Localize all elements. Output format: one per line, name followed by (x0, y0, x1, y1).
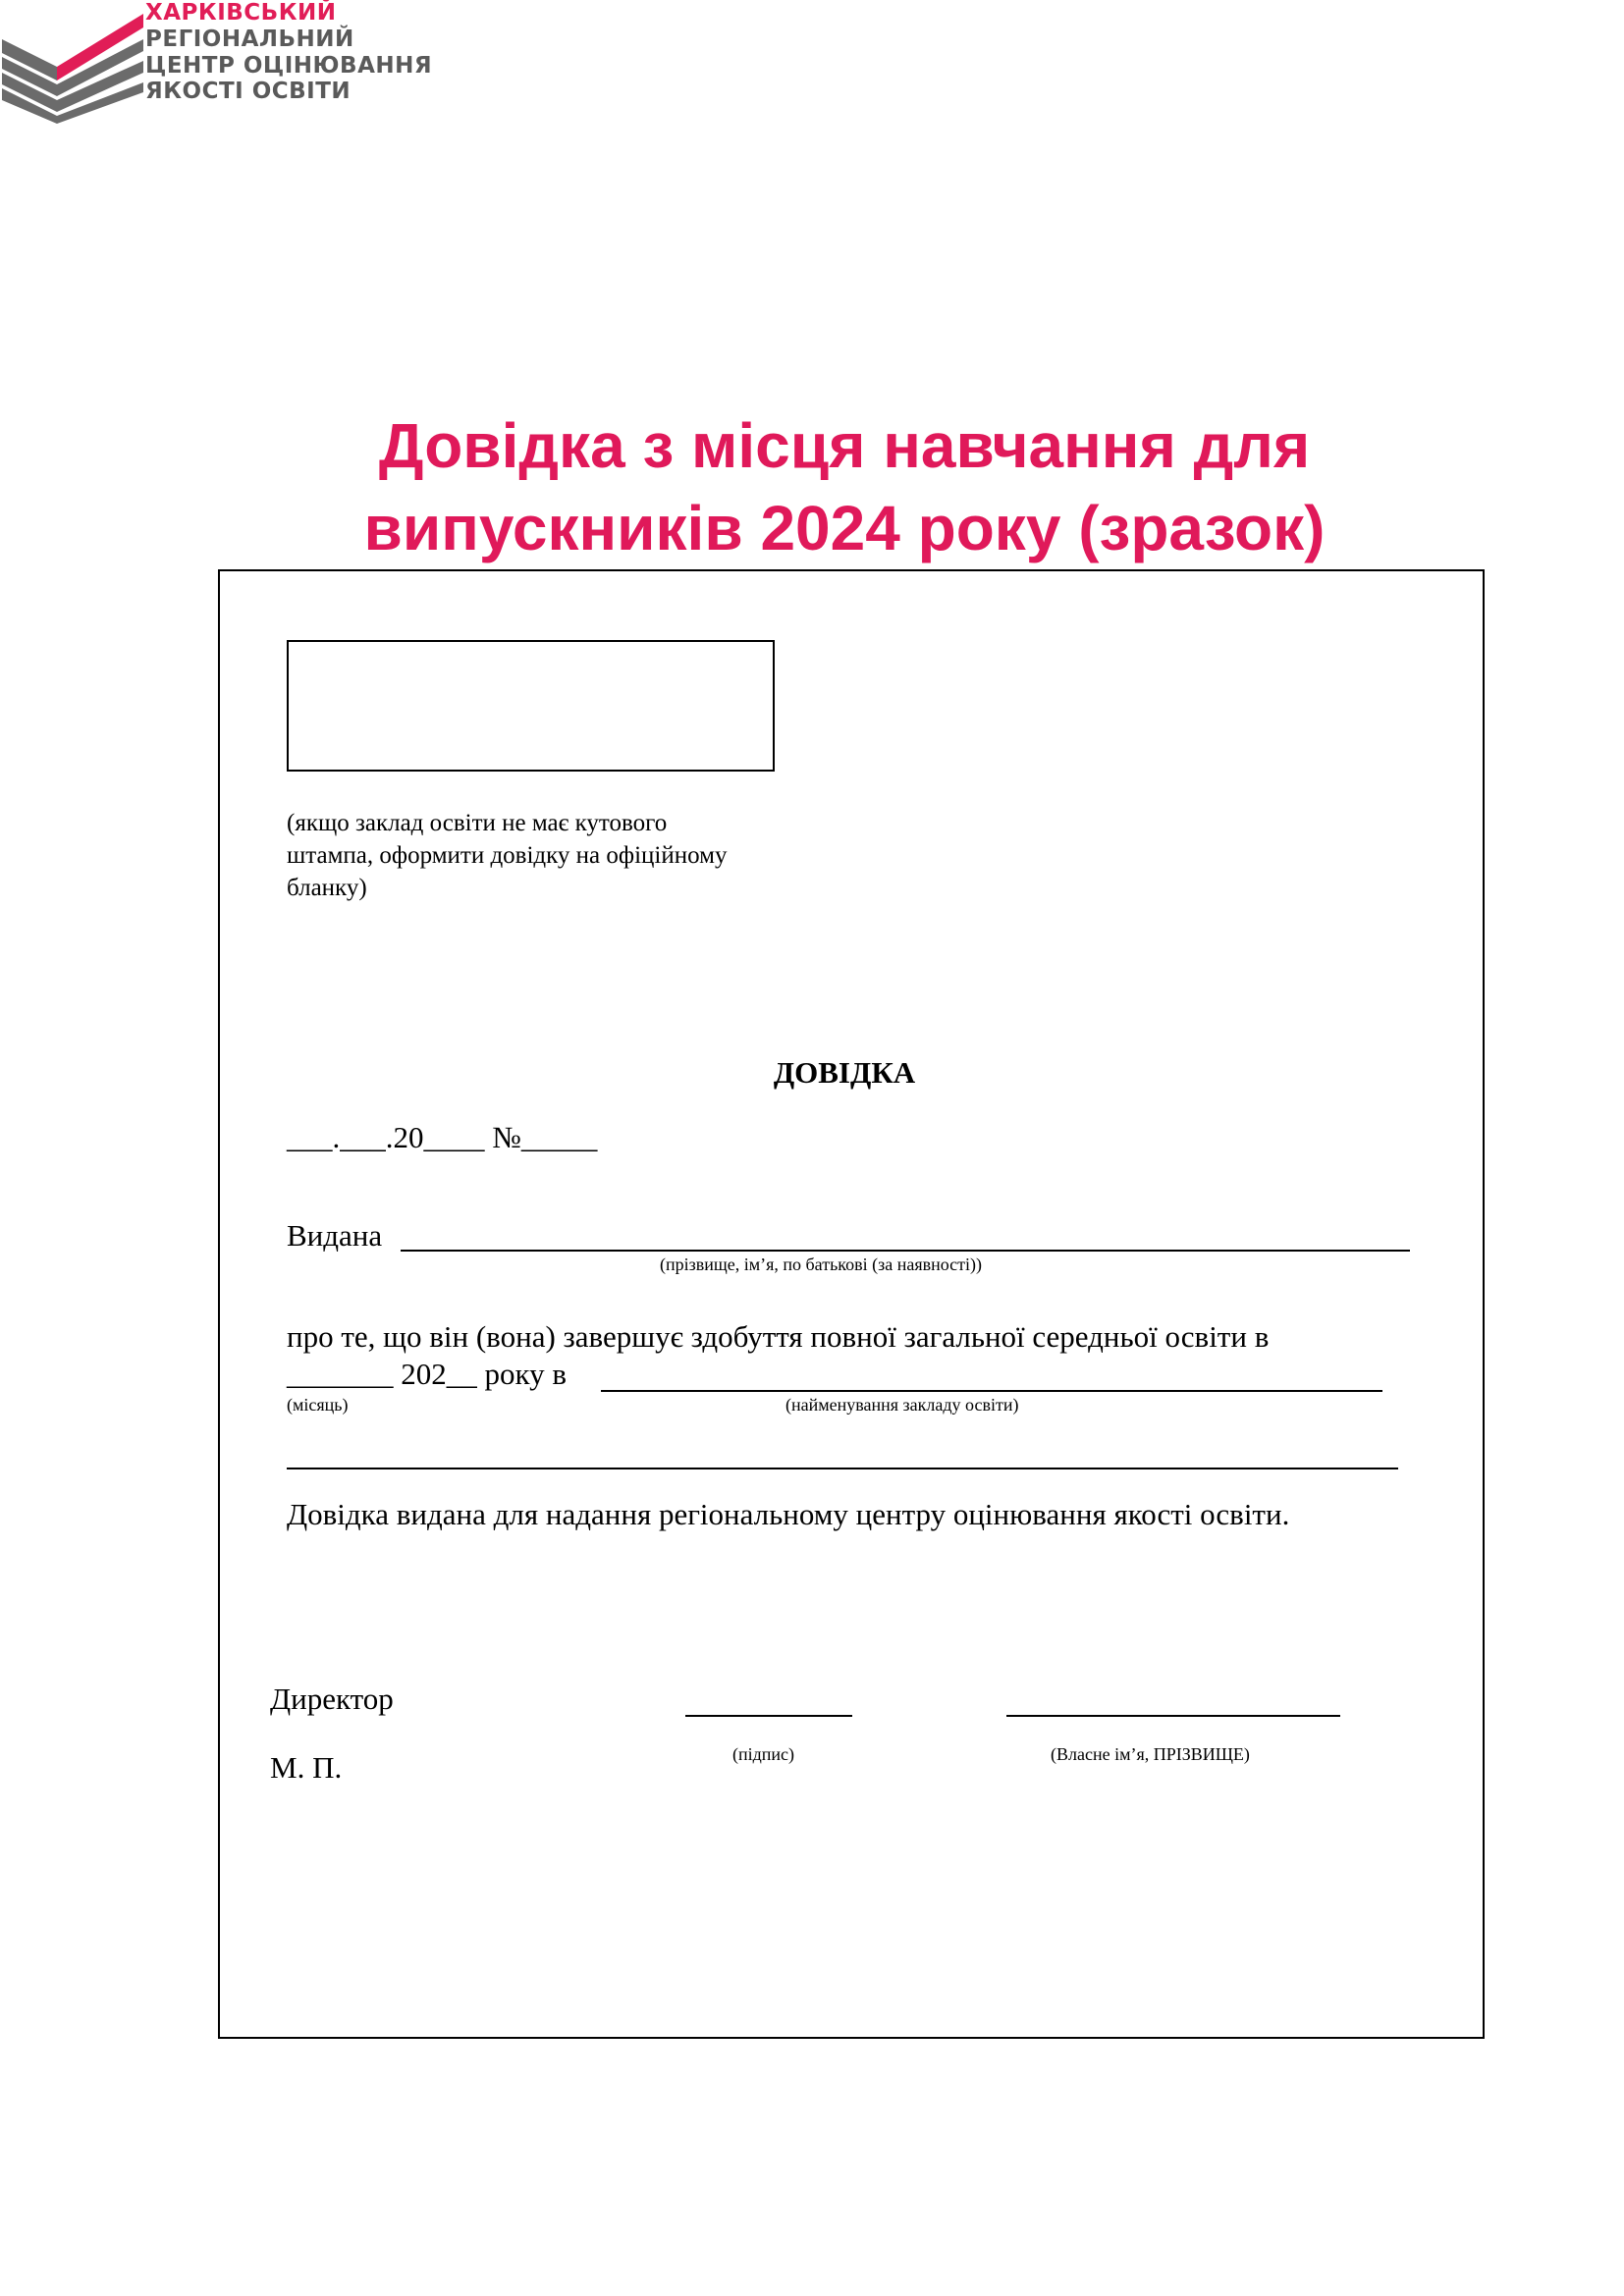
stamp-note-line-1: (якщо заклад освіти не має кутового (287, 810, 668, 836)
director-label: Директор (270, 1682, 394, 1716)
issued-label: Видана (287, 1218, 383, 1253)
form-frame (218, 569, 1485, 2039)
seal-label: М. П. (270, 1750, 343, 1785)
school-name-continuation-line (287, 1468, 1398, 1469)
director-name-hint: (Власне ім’я, ПРІЗВИЩЕ) (1051, 1744, 1250, 1764)
school-name-line (601, 1390, 1382, 1392)
purpose-text: Довідка видана для надання регіональному центру оцінювання якості освіти. (287, 1497, 1290, 1531)
issued-name-hint: (прізвище, ім’я, по батькові (за наявності)) (660, 1255, 983, 1274)
school-name-hint: (найменування закладу освіти) (785, 1395, 1019, 1415)
logo-text-line-4: ЯКОСТІ ОСВІТИ (145, 79, 352, 104)
logo-text-line-1: ХАРКІВСЬКИЙ (145, 0, 337, 26)
book-logo-icon (0, 0, 147, 128)
logo-text-line-3: ЦЕНТР ОЦІНЮВАННЯ (145, 53, 433, 79)
organization-logo (0, 0, 442, 128)
director-name-line (1006, 1715, 1340, 1717)
signature-hint: (підпис) (732, 1744, 795, 1764)
logo-text-line-2: РЕГІОНАЛЬНИЙ (145, 27, 354, 52)
month-hint: (місяць) (287, 1395, 349, 1415)
page-title-line-1: Довідка з місця навчання для (378, 410, 1311, 481)
issued-name-line (401, 1250, 1410, 1252)
stamp-box (287, 640, 775, 772)
body-text-line-2: _______ 202__ року в (287, 1357, 568, 1391)
body-text-line-1: про те, що він (вона) завершує здобуття повної загальної середньої освіти в (287, 1319, 1270, 1354)
stamp-note-line-3: бланку) (287, 875, 367, 901)
stamp-note-line-2: штампа, оформити довідку на офіційному (287, 842, 728, 869)
form-heading: ДОВІДКА (773, 1055, 916, 1090)
page-title-line-2: випускників 2024 року (зразок) (363, 493, 1326, 563)
date-number-line: ___.___.20____ №_____ (287, 1120, 598, 1154)
signature-line (685, 1715, 852, 1717)
